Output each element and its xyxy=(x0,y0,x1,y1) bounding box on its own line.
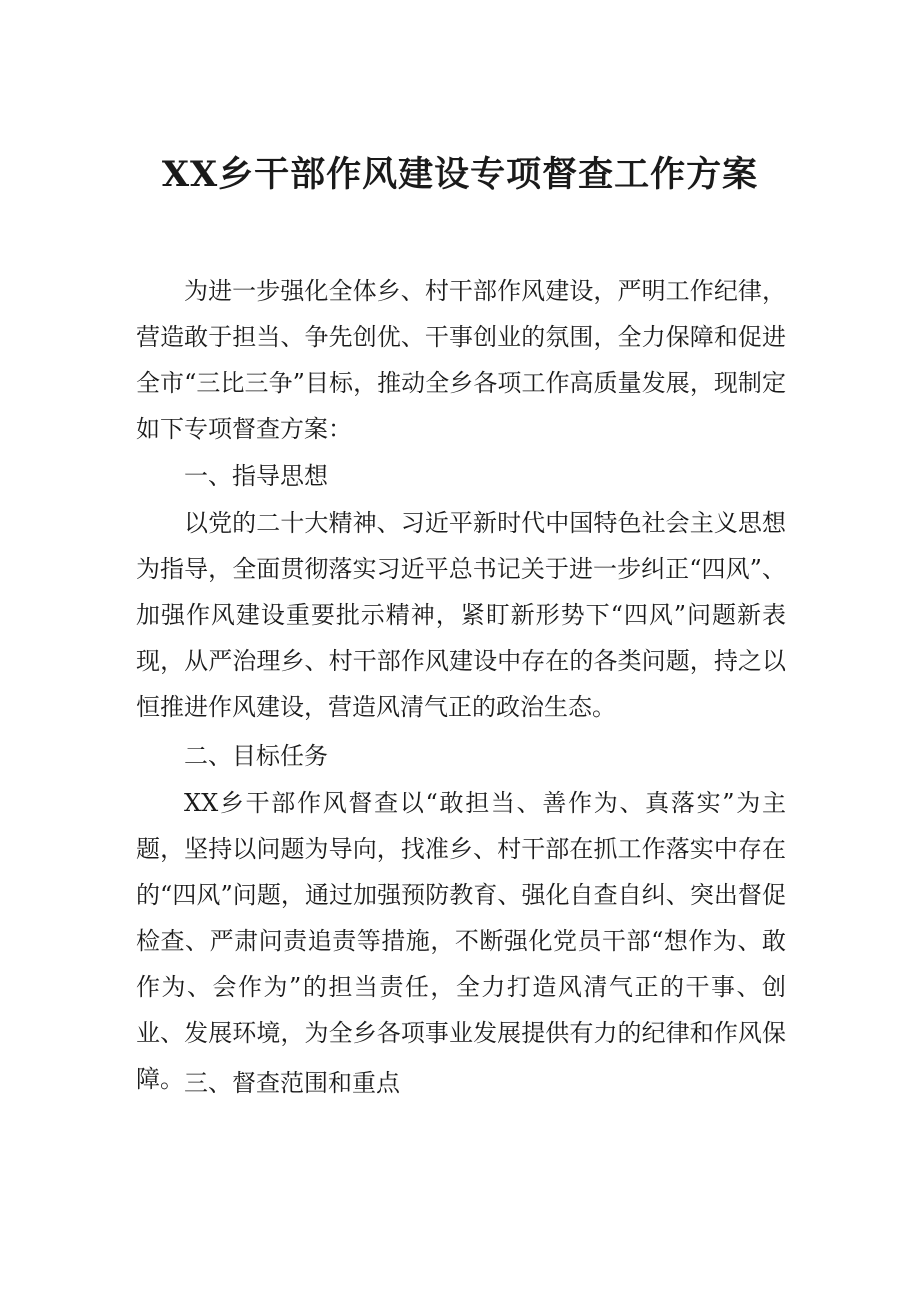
section-1-paragraph: 以党的二十大精神、习近平新时代中国特色社会主义思想为指导，全面贯彻落实习近平总书记关于进一步纠正“四风”、加强作风建设重要批示精神，紧盯新形势下“四风”问题新表现，从严治理乡、村干部作风建设中存在的各类问题，持之以恒推进作风建设，营造风清气正的政治生态。 xyxy=(136,509,786,721)
section-1-heading: 一、指导思想 xyxy=(184,462,328,490)
section-3-heading: 三、督查范围和重点 xyxy=(184,1069,400,1097)
section-2-heading: 二、目标任务 xyxy=(184,742,328,770)
intro-paragraph: 为进一步强化全体乡、村干部作风建设，严明工作纪律，营造敢于担当、争先创优、干事创业的氛围，全力保障和促进全市“三比三争”目标，推动全乡各项工作高质量发展，现制定如下专项督查方案： xyxy=(136,277,786,443)
section-2-paragraph: XX乡干部作风督查以“敢担当、善作为、真落实”为主题，坚持以问题为导向，找准乡、村干部在抓工作落实中存在的“四风”问题，通过加强预防教育、强化自查自纠、突出督促检查、严肃问责追责等措施，不断强化党员干部“想作为、敢作为、会作为”的担当责任，全力打造风清气正的干事、创业、发展环境，为全乡各项事业发展提供有力的纪律和作风保障。 xyxy=(136,789,786,1093)
document-title: XX乡干部作风建设专项督查工作方案 xyxy=(161,154,759,195)
